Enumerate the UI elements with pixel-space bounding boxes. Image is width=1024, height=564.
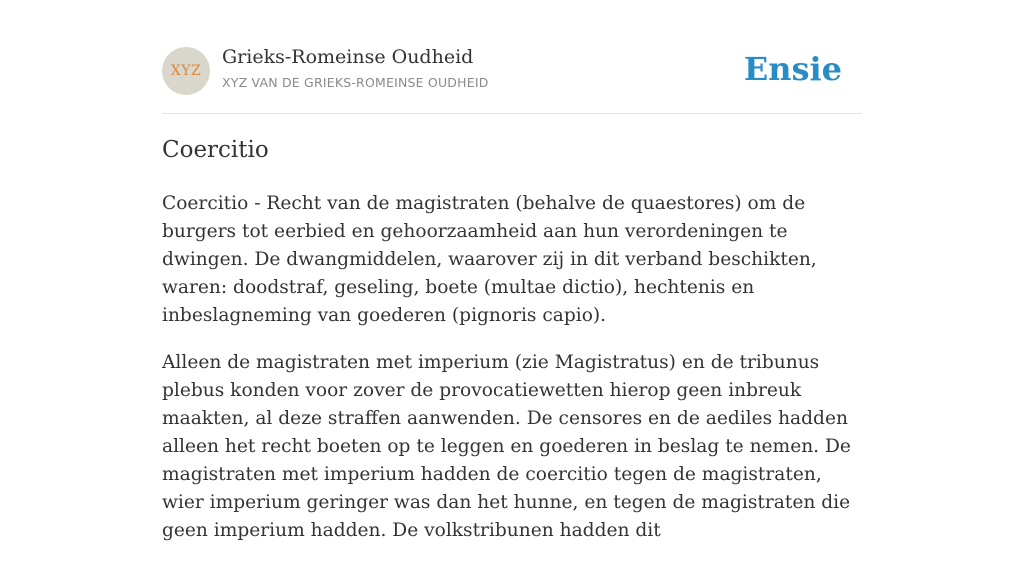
brand-logo[interactable]: Ensie <box>743 50 842 88</box>
entry-paragraph: Coercitio - Recht van de magistraten (behalve de quaestores) om de burgers tot eerbied en gehoorzaamheid aan hun verordeningen te dwingen. De dwangmiddelen, waarover zij in dit verband beschikten, waren: doodstraf, geseling, boete (multae dictio), hechtenis en inbeslagneming van goederen (pignoris capio). <box>162 193 817 326</box>
entry-title: Coercitio <box>162 137 269 163</box>
entry-body <box>162 190 864 564</box>
source-title[interactable]: Grieks-Romeinse Oudheid <box>222 46 474 68</box>
header-divider <box>162 113 862 114</box>
header <box>162 46 862 96</box>
source-avatar[interactable]: XYZ <box>162 47 210 95</box>
entry-paragraph: Alleen de magistraten met imperium (zie Magistratus) en de tribunus plebus konden voor zover de provocatiewetten hierop geen inbreuk maakten, al deze straffen aanwenden. De censores en de aediles hadden alleen het recht boeten op te leggen en goederen in beslag te nemen. De magistraten met imperium hadden de coercitio tegen de magistraten, wier imperium geringer was dan het hunne, en tegen de magistraten die geen imperium hadden. De volkstribunen hadden dit <box>162 352 851 541</box>
source-subtitle: XYZ VAN DE GRIEKS-ROMEINSE OUDHEID <box>222 75 489 90</box>
